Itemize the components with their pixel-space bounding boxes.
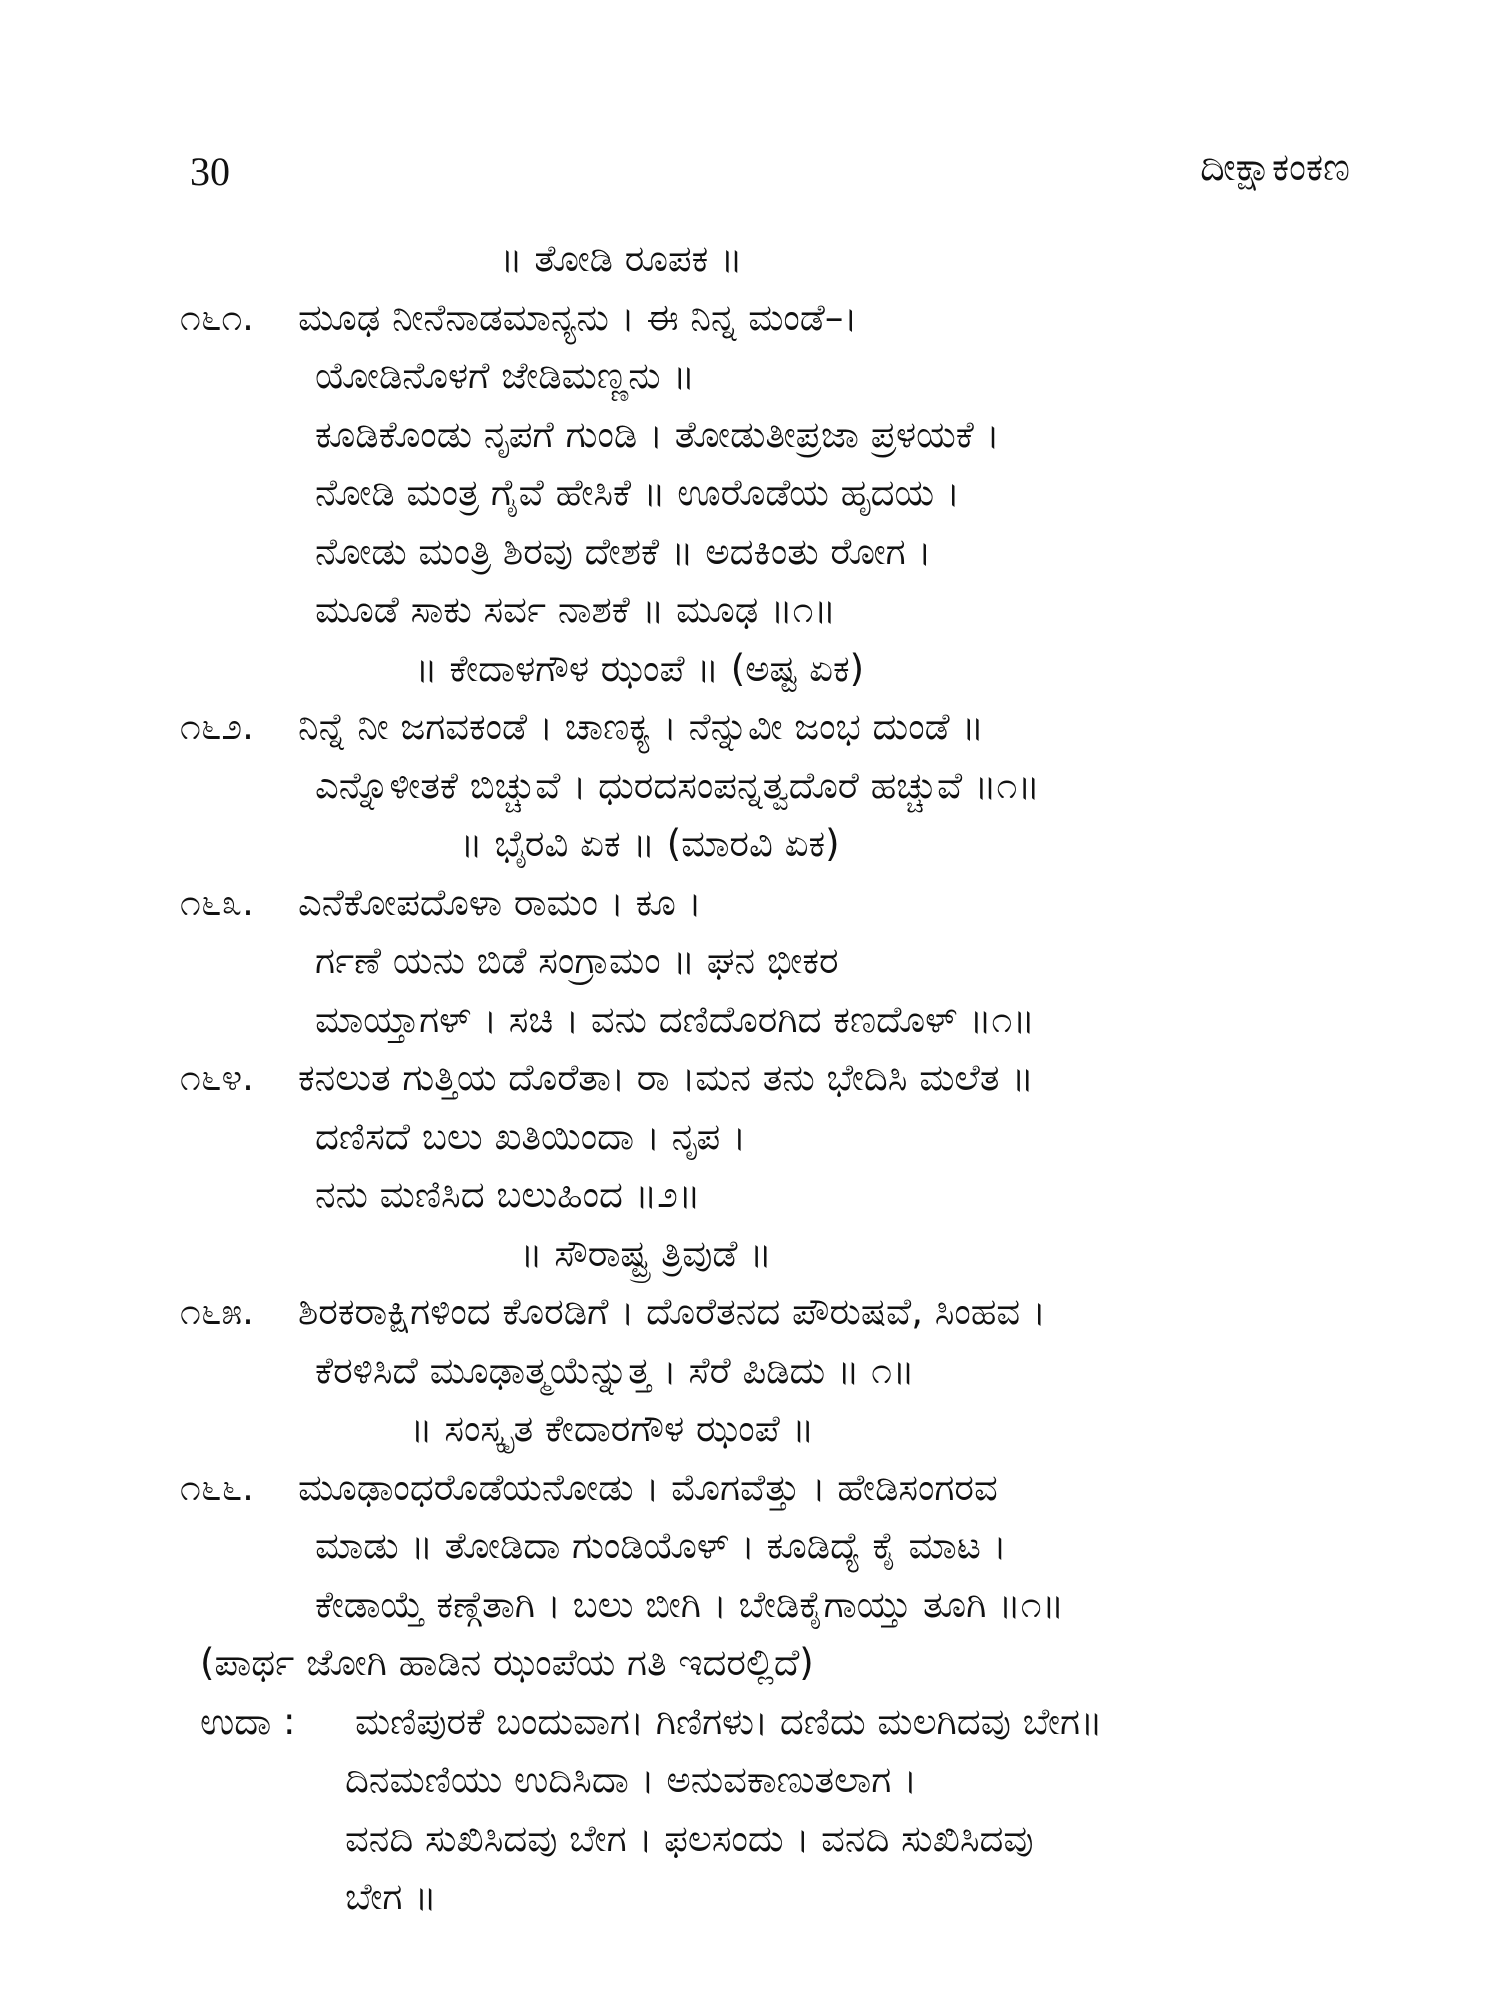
- note-line: (ಪಾರ್ಥ ಜೋಗಿ ಹಾಡಿನ ಝಂಪೆಯ ಗತಿ ಇದರಲ್ಲಿದೆ): [200, 1641, 814, 1684]
- example-label: ಉದಾ :: [200, 1699, 296, 1743]
- example-text: ಮಣಿಪುರಕೆ ಬಂದುವಾಗ। ಗಿಣಿಗಳು। ದಣಿದು ಮಲಗಿದವು ಬೇಗ॥: [355, 1699, 1103, 1743]
- verse-line: [180, 1290, 1046, 1333]
- verse-continuation: ಮಾಯ್ತಾಗಳ್ । ಸಚಿ । ವನು ದಣಿದೊರಗಿದ ಕಣದೊಳ್ ॥೧॥: [315, 997, 1035, 1041]
- verse-number: ೧೬೬.: [180, 1465, 254, 1509]
- verse-continuation: ಯೋಡಿನೊಳಗೆ ಜೇಡಿಮಣ್ಣನು ॥: [315, 354, 695, 397]
- verse-number: ೧೬೩.: [180, 880, 254, 924]
- verse-continuation: ನೋಡು ಮಂತ್ರಿ ಶಿರವು ದೇಶಕೆ ॥ ಅದಕಿಂತು ರೋಗ ।: [315, 529, 932, 573]
- verse-continuation: ಕೇಡಾಯ್ತೆ ಕಣ್ಗೆತಾಗಿ । ಬಲು ಬೀಗಿ । ಬೇಡಿಕೈಗಾಯ್ತು ತೂಗಿ ॥೧॥: [315, 1582, 1065, 1626]
- verse-continuation: ನೋಡಿ ಮಂತ್ರ ಗೈವೆ ಹೇಸಿಕೆ ॥ ಊರೊಡೆಯ ಹೃದಯ ।: [315, 471, 960, 514]
- example-continuation: ವನದಿ ಸುಖಿಸಿದವು ಬೇಗ । ಫಲಸಂದು । ವನದಿ ಸುಖಿಸಿದವು: [345, 1816, 1034, 1860]
- verse-number: ೧೬೪.: [180, 1056, 254, 1099]
- verse-continuation: ಕೂಡಿಕೊಂಡು ನೃಪಗೆ ಗುಂಡಿ । ತೋಡುತೀಪ್ರಜಾ ಪ್ರಳಯಕೆ ।: [315, 412, 1000, 456]
- verse-text: ಶಿರಕರಾಕ್ಷಿಗಳಿಂದ ಕೊರಡಿಗೆ । ದೊರೆತನದ ಪೌರುಷವೆ, ಸಿಂಹವ ।: [298, 1290, 1046, 1333]
- verse-number: ೧೬೧.: [180, 295, 254, 339]
- example-continuation: ದಿನಮಣಿಯು ಉದಿಸಿದಾ । ಅನುವಕಾಣುತಲಾಗ ।: [345, 1758, 918, 1801]
- verse-line: [180, 880, 702, 924]
- verse-number: ೧೬೫.: [180, 1290, 254, 1333]
- verse-continuation: ಕೆರಳಿಸಿದೆ ಮೂಢಾತ್ಮಯೆನ್ನುತ್ತ । ಸೆರೆ ಪಿಡಿದು ॥ ೧॥: [315, 1348, 915, 1392]
- verse-text: ನಿನ್ನೆ ನೀ ಜಗವಕಂಡೆ । ಚಾಣಕ್ಯ । ನೆನ್ನುವೀ ಜಂಭ ದುಂಡೆ ॥: [298, 705, 984, 748]
- verse-continuation: ದಣಿಸದೆ ಬಲು ಖತಿಯಿಂದಾ । ನೃಪ ।: [315, 1114, 747, 1158]
- verse-line: [180, 295, 858, 339]
- example-line: [200, 1699, 1103, 1743]
- verse-continuation: ರ್ಗಣೆ ಯನು ಬಿಡೆ ಸಂಗ್ರಾಮಂ ॥ ಘನ ಭೀಕರ: [315, 939, 839, 982]
- verse-continuation: ಮೂಡೆ ಸಾಕು ಸರ್ವ ನಾಶಕೆ ॥ ಮೂಢ ॥೧॥: [315, 588, 836, 631]
- verse-line: [180, 705, 984, 748]
- verse-text: ಮೂಢ ನೀನೆನಾಡಮಾನ್ಯನು । ಈ ನಿನ್ನ ಮಂಡೆ–।: [298, 295, 858, 339]
- section-heading: ॥ ತೋಡಿ ರೂಪಕ ॥: [500, 237, 743, 280]
- section-heading: ॥ ಸೌರಾಷ್ಟ್ರ ತ್ರಿವುಡೆ ॥: [520, 1231, 772, 1275]
- verse-number: ೧೬೨.: [180, 705, 254, 748]
- example-continuation: ಬೇಗ ॥: [345, 1875, 437, 1918]
- page-number: 30: [190, 149, 230, 194]
- verse-continuation: ಎನ್ನೊಳೀತಕೆ ಬಿಚ್ಚುವೆ । ಧುರದಸಂಪನ್ನತ್ವದೊರೆ ಹಚ್ಚುವೆ ॥೧॥: [315, 763, 1040, 807]
- section-heading: ॥ ಸಂಸ್ಕೃತ ಕೇದಾರಗೌಳ ಝಂಪೆ ॥: [410, 1407, 815, 1450]
- section-heading: ॥ ಭೈರವಿ ಏಕ ॥ (ಮಾರವಿ ಏಕ): [460, 822, 840, 865]
- verse-text: ಕನಲುತ ಗುತ್ತಿಯ ದೊರೆತಾ। ರಾ ।ಮನ ತನು ಭೇದಿಸಿ ಮಲೆತ ॥: [298, 1056, 1034, 1099]
- verse-text: ಮೂಢಾಂಧರೊಡೆಯನೋಡು । ಮೊಗವೆತ್ತು । ಹೇಡಿಸಂಗರವ: [298, 1465, 998, 1509]
- verse-line: [180, 1465, 998, 1509]
- verse-text: ಎನೆಕೋಪದೊಳಾ ರಾಮಂ । ಕೂ ।: [298, 880, 702, 924]
- running-head: ದೀಕ್ಷಾಕಂಕಣ: [1200, 145, 1350, 189]
- verse-continuation: ಮಾಡು ॥ ತೋಡಿದಾ ಗುಂಡಿಯೊಳ್ । ಕೂಡಿದ್ಯೆ ಕೈ ಮಾಟ ।: [315, 1524, 1007, 1567]
- verse-continuation: ನನು ಮಣಿಸಿದ ಬಲುಹಿಂದ ॥೨॥: [315, 1173, 701, 1216]
- verse-line: [180, 1056, 1034, 1099]
- section-heading: ॥ ಕೇದಾಳಗೌಳ ಝಂಪೆ ॥ (ಅಷ್ಟ ಏಕ): [415, 646, 865, 690]
